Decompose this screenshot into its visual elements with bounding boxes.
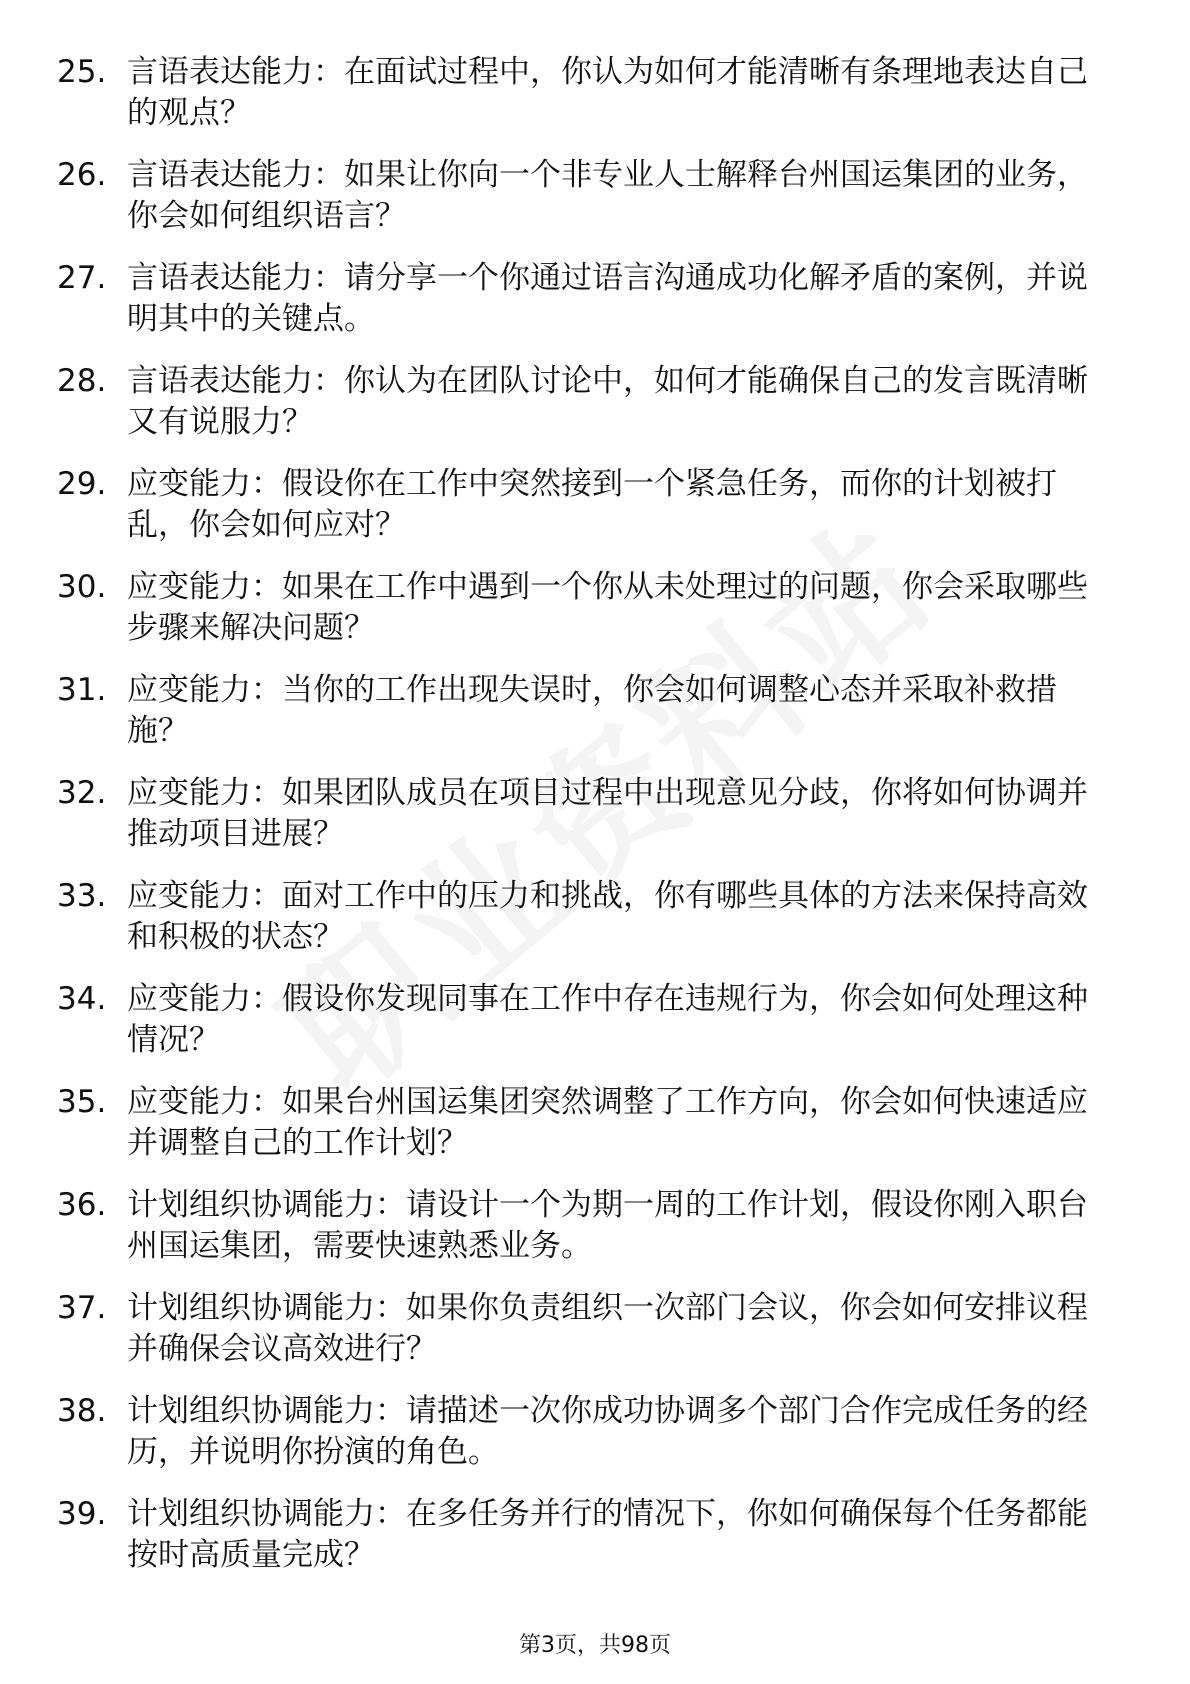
question-text: 言语表达能力：你认为在团队讨论中，如何才能确保自己的发言既清晰又有说服力？ bbox=[127, 363, 1088, 440]
question-item bbox=[57, 1391, 1107, 1473]
question-text: 应变能力：假设你在工作中突然接到一个紧急任务，而你的计划被打乱，你会如何应对？ bbox=[127, 466, 1057, 543]
question-text: 言语表达能力：请分享一个你通过语言沟通成功化解矛盾的案例，并说明其中的关键点。 bbox=[127, 260, 1088, 337]
question-item bbox=[57, 1185, 1107, 1267]
question-number: 32. bbox=[57, 775, 107, 811]
question-item bbox=[57, 1494, 1107, 1576]
question-item bbox=[57, 464, 1107, 546]
question-list bbox=[57, 52, 1107, 1597]
question-number: 29. bbox=[57, 466, 107, 502]
question-item bbox=[57, 361, 1107, 443]
question-number: 26. bbox=[57, 157, 107, 193]
question-item bbox=[57, 567, 1107, 649]
question-number: 36. bbox=[57, 1187, 107, 1223]
question-text: 应变能力：如果在工作中遇到一个你从未处理过的问题，你会采取哪些步骤来解决问题？ bbox=[127, 569, 1088, 646]
question-number: 35. bbox=[57, 1084, 107, 1120]
question-number: 28. bbox=[57, 363, 107, 399]
question-item bbox=[57, 773, 1107, 855]
question-text: 计划组织协调能力：在多任务并行的情况下，你如何确保每个任务都能按时高质量完成？ bbox=[127, 1496, 1088, 1573]
page-footer: 第3页，共98页 bbox=[519, 1633, 671, 1658]
question-text: 计划组织协调能力：请设计一个为期一周的工作计划，假设你刚入职台州国运集团，需要快速熟悉业务。 bbox=[127, 1187, 1088, 1264]
question-text: 言语表达能力：在面试过程中，你认为如何才能清晰有条理地表达自己的观点？ bbox=[127, 54, 1088, 131]
question-number: 31. bbox=[57, 672, 107, 708]
question-text: 应变能力：如果团队成员在项目过程中出现意见分歧，你将如何协调并推动项目进展？ bbox=[127, 775, 1088, 852]
question-text: 计划组织协调能力：如果你负责组织一次部门会议，你会如何安排议程并确保会议高效进行？ bbox=[127, 1290, 1088, 1367]
question-text: 应变能力：面对工作中的压力和挑战，你有哪些具体的方法来保持高效和积极的状态？ bbox=[127, 878, 1088, 955]
question-number: 34. bbox=[57, 981, 107, 1017]
question-item bbox=[57, 1082, 1107, 1164]
question-text: 应变能力：当你的工作出现失误时，你会如何调整心态并采取补救措施？ bbox=[127, 672, 1057, 749]
question-item bbox=[57, 876, 1107, 958]
question-item bbox=[57, 258, 1107, 340]
question-number: 39. bbox=[57, 1496, 107, 1532]
question-number: 25. bbox=[57, 54, 107, 90]
question-text: 言语表达能力：如果让你向一个非专业人士解释台州国运集团的业务，你会如何组织语言？ bbox=[127, 157, 1088, 234]
question-item bbox=[57, 670, 1107, 752]
question-text: 计划组织协调能力：请描述一次你成功协调多个部门合作完成任务的经历，并说明你扮演的角色。 bbox=[127, 1393, 1088, 1470]
question-item bbox=[57, 1288, 1107, 1370]
question-item bbox=[57, 979, 1107, 1061]
question-item bbox=[57, 52, 1107, 134]
question-number: 37. bbox=[57, 1290, 107, 1326]
question-number: 30. bbox=[57, 569, 107, 605]
question-item bbox=[57, 155, 1107, 237]
question-number: 38. bbox=[57, 1393, 107, 1429]
question-number: 33. bbox=[57, 878, 107, 914]
question-text: 应变能力：如果台州国运集团突然调整了工作方向，你会如何快速适应并调整自己的工作计划？ bbox=[127, 1084, 1088, 1161]
question-text: 应变能力：假设你发现同事在工作中存在违规行为，你会如何处理这种情况？ bbox=[127, 981, 1088, 1058]
question-number: 27. bbox=[57, 260, 107, 296]
